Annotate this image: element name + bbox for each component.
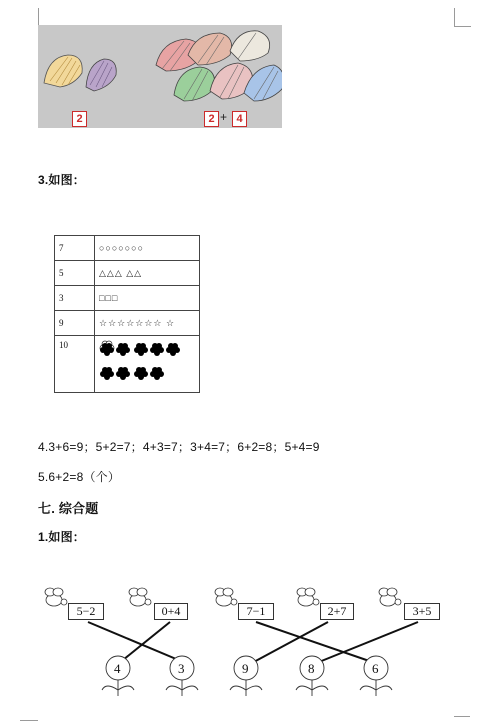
q1-label: 1.如图： xyxy=(38,530,86,544)
bee-icon xyxy=(45,588,67,606)
bee-icon xyxy=(129,588,151,606)
bee-expression: 5−2 xyxy=(68,603,104,620)
table-row xyxy=(55,286,200,311)
crop-mark-top-right xyxy=(454,8,471,27)
bee-expression: 0+4 xyxy=(154,603,188,620)
table-row xyxy=(55,261,200,286)
shapes-table xyxy=(54,235,200,393)
bee-icon xyxy=(215,588,237,606)
row-symbols: ☆☆☆☆☆☆☆ ☆ xyxy=(95,311,200,336)
match-lines xyxy=(88,622,418,664)
table-row xyxy=(55,236,200,261)
row-flowers xyxy=(95,336,200,393)
row-number: 7 xyxy=(55,236,95,261)
q4-answer: 4.3+6=9；5+2=7；4+3=7；3+4=7；6+2=8；5+4=9 xyxy=(38,440,320,454)
shell-left-2 xyxy=(86,59,116,91)
row-number: 5 xyxy=(55,261,95,286)
plus-sign: + xyxy=(220,110,228,124)
bee-icon xyxy=(297,588,319,606)
shell-count-right-first: 2 xyxy=(204,111,219,127)
shell-count-left: 2 xyxy=(72,111,87,127)
flower-icons xyxy=(99,340,195,384)
flower-number: 6 xyxy=(372,661,379,676)
table-row xyxy=(55,311,200,336)
q3-label: 3.如图： xyxy=(38,173,86,187)
q5-answer: 5.6+2=8（个） xyxy=(38,470,121,484)
flower-number: 4 xyxy=(114,661,121,676)
shell-count-right-second: 4 xyxy=(232,111,247,127)
row-symbols: □□□ xyxy=(95,286,200,311)
shell-left-1 xyxy=(44,55,82,87)
bee-icon xyxy=(379,588,401,606)
shell-group-right xyxy=(156,31,282,101)
crop-mark-top-left xyxy=(38,8,39,26)
matching-diagram xyxy=(38,580,458,700)
section-title: 七. 综合题 xyxy=(38,501,99,516)
row-symbols: △△△ △△ xyxy=(95,261,200,286)
crop-mark-bottom-left xyxy=(20,720,38,721)
flower-number: 8 xyxy=(308,661,315,676)
row-number: 3 xyxy=(55,286,95,311)
flower-number: 3 xyxy=(178,661,185,676)
bee-expression: 3+5 xyxy=(404,603,440,620)
flower-number: 9 xyxy=(242,661,249,676)
row-symbols: ○○○○○○○ xyxy=(95,236,200,261)
bee-expression: 2+7 xyxy=(320,603,354,620)
bee-expression: 7−1 xyxy=(238,603,274,620)
table-row xyxy=(55,336,200,393)
row-number: 10 xyxy=(55,336,95,393)
row-number: 9 xyxy=(55,311,95,336)
